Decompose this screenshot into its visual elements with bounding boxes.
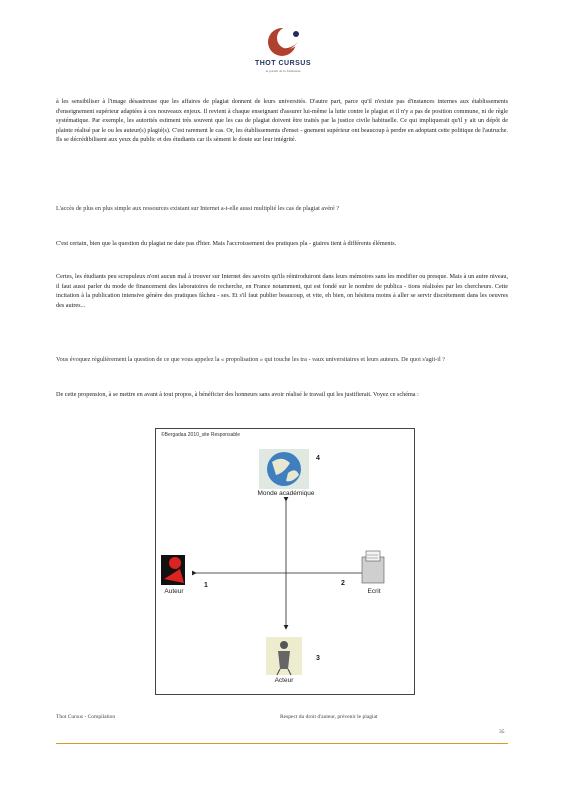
node-label-bottom: Acteur (274, 677, 294, 684)
brand-name: THOT CURSUS (254, 60, 312, 67)
footer-right: Respect du droit d'auteur, prévenir le plagiat (280, 714, 378, 720)
globe-icon (259, 449, 309, 489)
figure-caption: ©Bergadaa 2010_site Responsable (161, 432, 241, 438)
node-label-top: Monde académique (257, 490, 315, 497)
propolisation-diagram (155, 428, 415, 695)
node-label-left: Auteur (164, 588, 184, 595)
paragraph-3: Certes, les étudiants peu scrupuleux n'ont aucun mal à trouver sur Internet des savoirs qu'ils réintroduiront dans leurs mémoires sans les modifier ou presque. Mais à un autre niveau, il faut aussi parler du mode de financement des laboratoires de recherche, en France notamment, qui est fondé sur le nombre de publica - tions réalisées par les chercheurs. Cette incitation à la publication intensive génère des pratiques fâcheu - ses. Et s'il faut publier beaucoup, et vite, eh bien, on hésitera moins à aller se servir discrètement dans les oeuvres des autres... (56, 273, 508, 309)
footer-rule (56, 743, 508, 744)
node-number-left: 1 (204, 582, 208, 589)
footer-left: Thot Cursus - Compilation (56, 714, 116, 720)
writing-icon (362, 551, 384, 583)
actor-icon (266, 637, 302, 675)
node-label-right: Ecrit (367, 588, 381, 595)
node-number-right: 2 (341, 580, 345, 587)
diagram-axes (156, 429, 414, 694)
node-number-top: 4 (316, 455, 320, 462)
paragraph-1: à les sensibiliser à l'image désastreuse que les affaires de plagiat donnent de leurs universités. D'autre part, parce qu'il n'existe pas d'instances internes aux établissements d'enseignement supérieur adaptées à ces nouveaux enjeux. Il revient à chaque enseignant d'assurer lui-même la lutte contre le plagiat et il n'y a pas de position commune, ni de règle systématique. Par exemple, les autorités estiment très souvent que les cas de plagiat doivent être traités par la justice civile habituelle. Ce qui impliquerait qu'il y ait un dépôt de plainte réalisé par le ou les auteur(s) plagié(s). C'est rarement le cas. Or, les établissements d'ensei - gnement supérieur ont beaucoup à perdre en adoptant cette politique de l'autruche. Ils se décrédibilisent aux yeux du public et des étudiants car ils sèment le doute sur leur intégrité. (56, 98, 508, 144)
node-number-bottom: 3 (316, 655, 320, 662)
paragraph-4: De cette propension, à se mettre en avant à tout propos, à bénéficier des honneurs sans avoir réalisé le travail qui les justifierait. Voyez ce schéma : (56, 391, 419, 398)
author-icon (161, 555, 185, 585)
thot-cursus-logo (256, 20, 312, 76)
page-number: 35 (499, 729, 505, 735)
question-1: L'accès de plus en plus simple aux ressources existant sur Internet a-t-elle aussi multiplié les cas de plagiat avéré ? (56, 205, 340, 212)
question-2: Vous évoquez régulièrement la question de ce que vous appelez la « propolisation » qui touche les tra - vaux universitaires et leurs auteurs. De quoi s'agit-il ? (56, 356, 445, 363)
brand-tagline: le portail de la formation (265, 69, 301, 73)
paragraph-2: C'est certain, bien que la question du plagiat ne date pas d'hier. Mais l'accroissement des pratiques pla - giaires tient à différents éléments. (56, 240, 397, 247)
